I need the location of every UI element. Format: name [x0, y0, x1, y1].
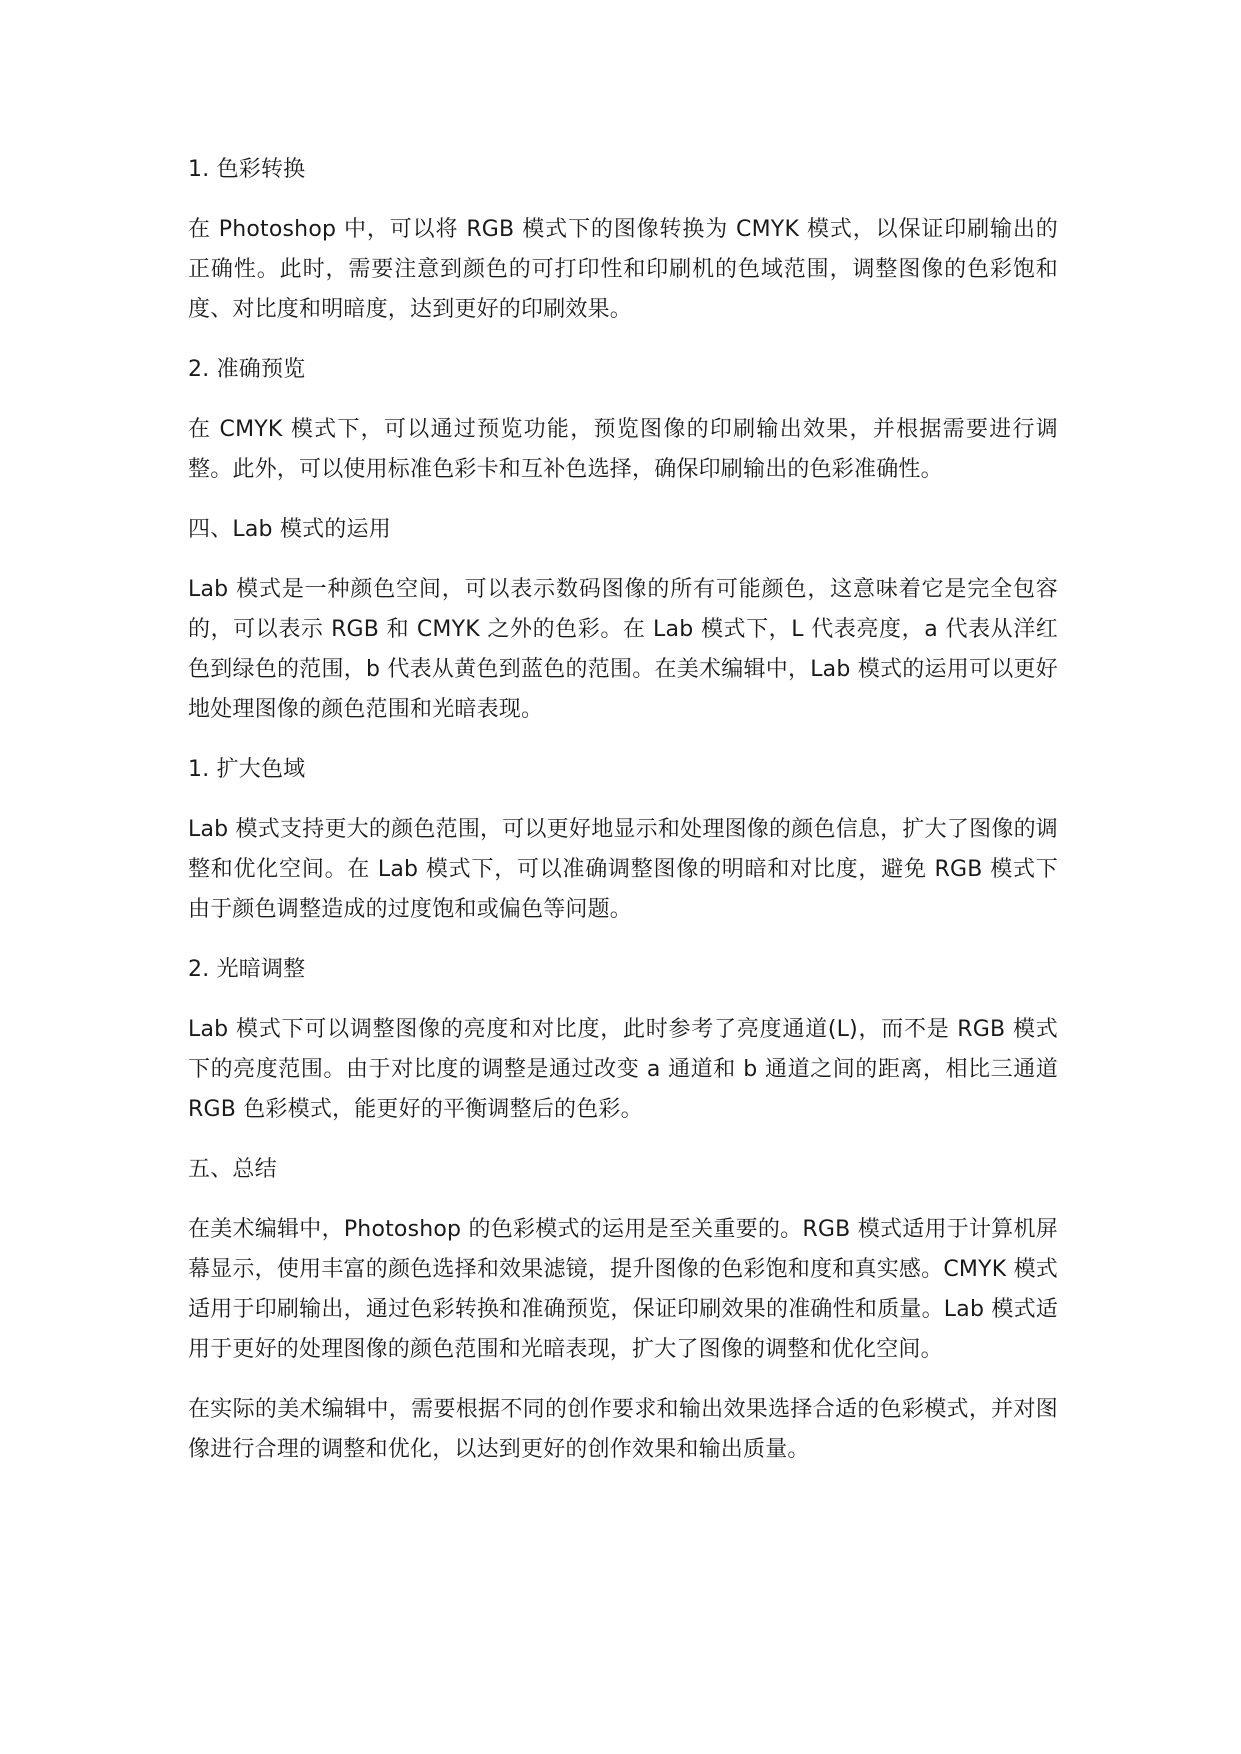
heading-summary: 五、总结	[188, 1157, 277, 1182]
paragraph-expand-gamut: Lab 模式支持更大的颜色范围，可以更好地显示和处理图像的颜色信息，扩大了图像的调整和优化空间。在 Lab 模式下，可以准确调整图像的明暗和对比度，避免 RGB 模式下由于颜色调整造成的过度饱和或偏色等问题。	[188, 817, 1058, 922]
paragraph-color-conversion: 在 Photoshop 中，可以将 RGB 模式下的图像转换为 CMYK 模式，以保证印刷输出的正确性。此时，需要注意到颜色的可打印性和印刷机的色域范围，调整图像的色彩饱和度、对比度和明暗度，达到更好的印刷效果。	[188, 217, 1058, 322]
heading-color-conversion: 1. 色彩转换	[188, 157, 306, 182]
paragraph-accurate-preview: 在 CMYK 模式下，可以通过预览功能，预览图像的印刷输出效果，并根据需要进行调整。此外，可以使用标准色彩卡和互补色选择，确保印刷输出的色彩准确性。	[188, 417, 1058, 482]
heading-accurate-preview: 2. 准确预览	[188, 357, 306, 382]
paragraph-lab-mode: Lab 模式是一种颜色空间，可以表示数码图像的所有可能颜色，这意味着它是完全包容的，可以表示 RGB 和 CMYK 之外的色彩。在 Lab 模式下，L 代表亮度，a 代表从洋红色到绿色的范围，b 代表从黄色到蓝色的范围。在美术编辑中，Lab 模式的运用可以更好地处理图像的颜色范围和光暗表现。	[188, 577, 1058, 722]
paragraph-summary-2: 在实际的美术编辑中，需要根据不同的创作要求和输出效果选择合适的色彩模式，并对图像进行合理的调整和优化，以达到更好的创作效果和输出质量。	[188, 1397, 1058, 1462]
heading-light-adjustment: 2. 光暗调整	[188, 957, 306, 982]
document-page	[188, 150, 1058, 1490]
paragraph-light-adjustment: Lab 模式下可以调整图像的亮度和对比度，此时参考了亮度通道(L)，而不是 RGB 模式下的亮度范围。由于对比度的调整是通过改变 a 通道和 b 通道之间的距离，相比三通道 RGB 色彩模式，能更好的平衡调整后的色彩。	[188, 1017, 1058, 1122]
heading-expand-gamut: 1. 扩大色域	[188, 757, 306, 782]
heading-lab-mode: 四、Lab 模式的运用	[188, 517, 391, 542]
paragraph-summary-1: 在美术编辑中，Photoshop 的色彩模式的运用是至关重要的。RGB 模式适用于计算机屏幕显示，使用丰富的颜色选择和效果滤镜，提升图像的色彩饱和度和真实感。CMYK 模式适用于印刷输出，通过色彩转换和准确预览，保证印刷效果的准确性和质量。Lab 模式适用于更好的处理图像的颜色范围和光暗表现，扩大了图像的调整和优化空间。	[188, 1217, 1058, 1362]
